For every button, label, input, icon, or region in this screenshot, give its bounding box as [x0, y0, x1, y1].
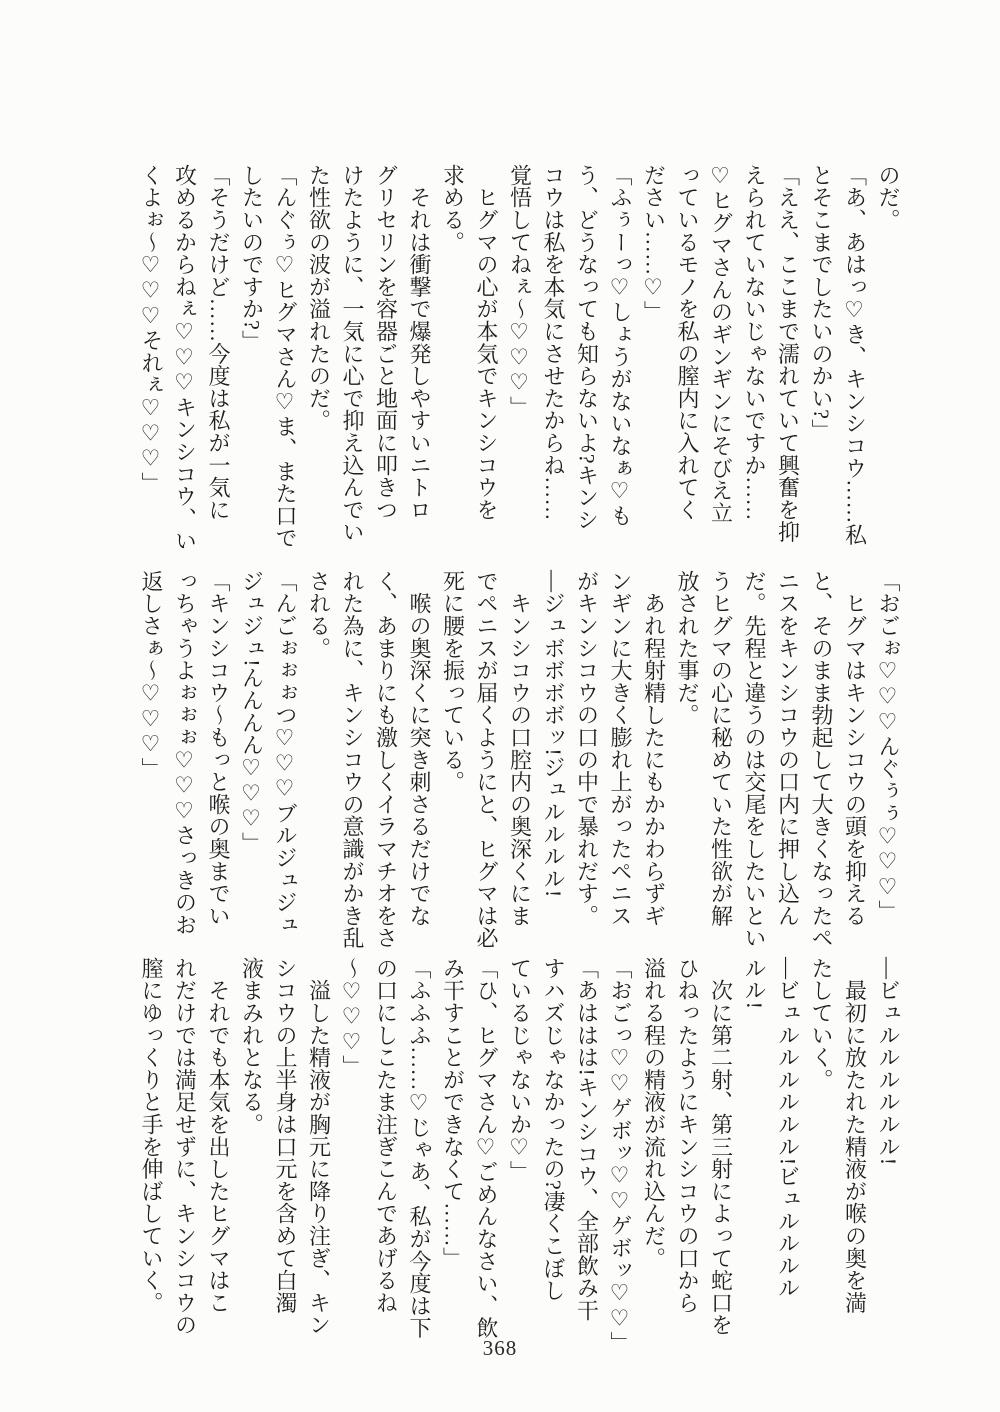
text-column: 「ふぅーっ♡しょうがないなぁ♡も [608, 164, 633, 527]
text-column: 液まみれとなる。 [239, 957, 265, 1136]
text-column: ださい……♡」 [641, 164, 667, 324]
text-column: 放された事だ。 [675, 570, 700, 727]
text-column: れだけでは満足せずに、キンシコウの [172, 957, 198, 1337]
text-column: 「んぐぅ♡ヒグマさん♡ま、また口で [273, 164, 298, 550]
text-column: 死に腰を振っている。 [440, 570, 466, 793]
text-column: 求める。 [440, 164, 466, 254]
text-column: く、あまりにも激しくイラマチオをさ [373, 570, 399, 950]
text-column: あれ程射精したにもかかわらずギ [641, 570, 667, 927]
text-column: 溢した精液が胸元に降り注ぎ、キン [306, 957, 332, 1337]
page-number: 368 [482, 1336, 518, 1360]
text-column: の口にしこたま注ぎこんであげるね [373, 957, 399, 1314]
text-column: すハズじゃなかったの?凄くこぼし [541, 957, 566, 1302]
text-column: 返しさぁ〜♡♡♡」 [139, 570, 164, 780]
text-column: ニスをキンシコウの口内に押し込ん [775, 570, 801, 927]
text-column: 「んごぉぉぉつ♡♡♡ブルジュジュ [273, 570, 298, 936]
text-column: でペニスが届くようにと、ヒグマは必 [474, 570, 499, 950]
text-column: えられていないじゃないですか…… [742, 164, 767, 521]
text-column: コウは私を本気にさせたからね…… [541, 164, 566, 521]
text-column: み干すことができなくて……」 [440, 957, 466, 1270]
text-column: 〜♡♡♡」 [340, 957, 365, 1078]
text-column: けたように、一気に心で抑え込んでい [340, 164, 365, 544]
text-column: ジュジュ!んんんん♡♡♡」 [239, 570, 265, 855]
text-column: 攻めるからねぇ♡♡♡キンシコウ、い [172, 164, 198, 553]
text-column: だ。先程と違うのは交尾をしたいとい [742, 570, 767, 950]
text-column: 最初に放たれた精液が喉の奥を満 [842, 957, 868, 1314]
text-column: 「あははは!キンシコウ、全部飲み干 [574, 957, 600, 1322]
text-column: 「おごぉ♡♡♡んぐぅぅ♡♡♡」 [876, 570, 901, 923]
text-column: ―ジュボボボボッ!ジュルルルル! [541, 570, 566, 898]
text-column: ―ビュルルルルルル!ビュルルルル [775, 957, 801, 1300]
text-column: 「そうだけど……今度は私が一気に [206, 164, 231, 521]
text-column: ―ビュルルルルルル! [876, 957, 901, 1166]
text-column: う、どうなっても知らないよ?キンシ [574, 164, 600, 531]
text-column: される。 [306, 570, 332, 660]
text-column: 喉の奥深くに突き刺さるだけでな [407, 570, 432, 927]
text-column: シコウの上半身は口元を含めて白濁 [273, 957, 298, 1314]
text-column: グリセリンを容器ごと地面に叩きつ [373, 164, 399, 521]
text-column: 「おごっ♡♡ゲボッ♡♡ゲボッ♡♡」 [608, 957, 633, 1355]
text-column: 「ええ、ここまで濡れていて興奮を抑 [775, 164, 801, 544]
text-column: のだ。 [876, 164, 901, 231]
text-column: 溢れる程の精液が流れ込んだ。 [641, 957, 667, 1270]
text-column: それでも本気を出したヒグマはこ [206, 957, 231, 1314]
text-column: ヒグマはキンシコウの頭を抑える [842, 570, 868, 927]
text-column: ルル! [742, 957, 767, 1010]
text-column: うヒグマの心に秘めていた性欲が解 [708, 570, 734, 927]
text-column: 「あ、あはっ♡き、キンシコウ……私 [842, 164, 868, 547]
text-band-middle [135, 570, 906, 958]
text-column: たしていく。 [809, 957, 834, 1091]
text-column: ヒグマの心が本気でキンシコウを [474, 164, 499, 521]
text-column: がキンシコウの口の中で暴れだす。 [574, 570, 600, 927]
text-column: っちゃうよぉぉぉ♡♡♡さっきのお [172, 570, 198, 936]
text-column: とそこまでしたいのかい?」 [809, 164, 834, 442]
text-column: ♡ヒグマさんのギンギンにそびえ立 [708, 164, 734, 524]
text-column: ンギンに大きく膨れ上がったペニス [608, 570, 633, 927]
text-column: ているじゃないか♡」 [507, 957, 533, 1183]
text-band-top [135, 164, 906, 552]
text-column: 膣にゆっくりと手を伸ばしていく。 [139, 957, 164, 1314]
text-column: それは衝撃で爆発しやすいニトロ [407, 164, 432, 521]
text-column: れた為に、キンシコウの意識がかき乱 [340, 570, 365, 950]
text-column: た性欲の波が溢れたのだ。 [306, 164, 332, 432]
text-column: 「ひ、ヒグマさん♡ごめんなさい、飲 [474, 957, 499, 1340]
text-column: 「キンシコウ〜もっと喉の奥までい [206, 570, 231, 927]
text-column: したいのですか?」 [239, 164, 265, 353]
text-column: 次に第二射、第三射によって蛇口を [708, 957, 734, 1337]
text-column: 覚悟してねぇ〜♡♡♡」 [507, 164, 533, 419]
text-column: ひねったようにキンシコウの口から [675, 957, 700, 1314]
text-column: 「ふふふ……♡じゃあ、私が今度は下 [407, 957, 432, 1340]
text-column: キンシコウの口腔内の奥深くにま [507, 570, 533, 927]
text-column: っているモノを私の膣内に入れてく [675, 164, 700, 521]
text-column: くよぉ〜♡♡♡それぇ♡♡♡」 [139, 164, 164, 495]
text-column: と、そのまま勃起して大きくなったペ [809, 570, 834, 950]
